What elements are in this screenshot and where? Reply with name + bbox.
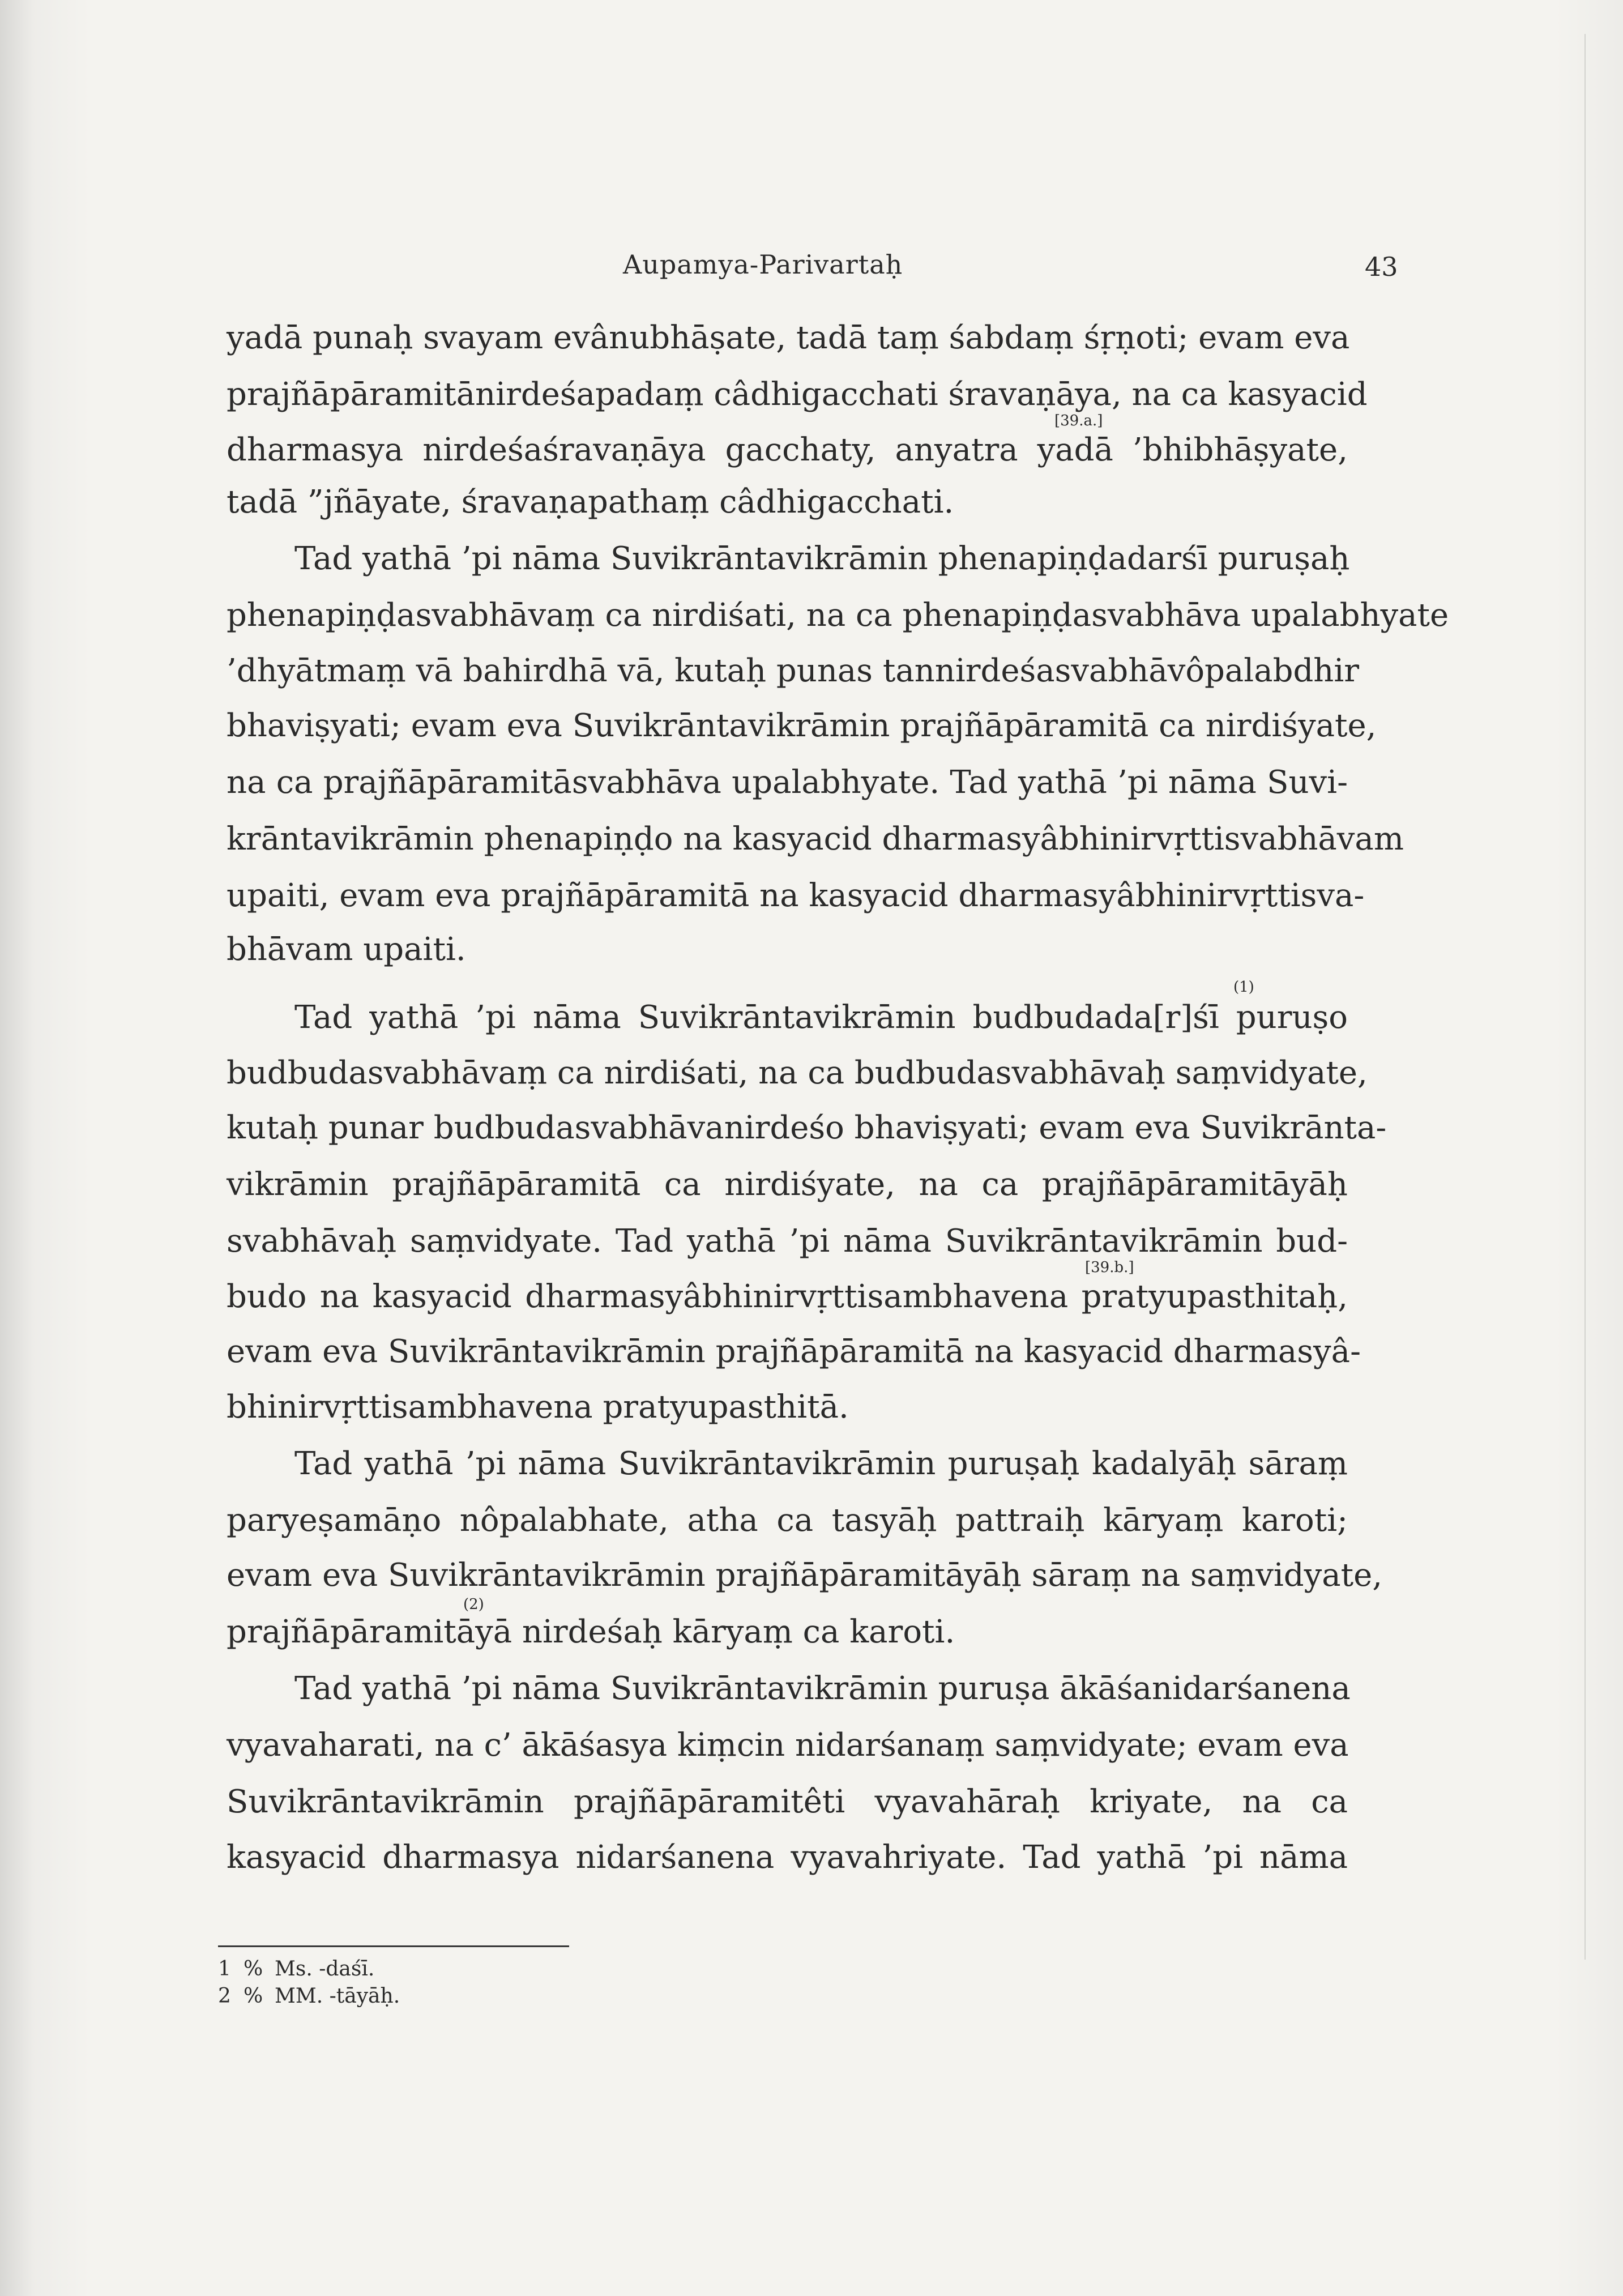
text-line: upaiti, evam eva prajñāpāramitā na kasyacid dharmasyâbhinirvṛttisva-: [227, 877, 1365, 914]
text-line: Tad yathā ’pi nāma Suvikrāntavikrāmin phenapiṇḍadarśī puruṣaḥ: [294, 540, 1350, 577]
text-line: budbudasvabhāvaṃ ca nirdiśati, na ca budbudasvabhāvaḥ saṃvidyate,: [227, 1055, 1368, 1091]
footnote: [218, 1957, 728, 1982]
text-line: Tad yathā ’pi nāma Suvikrāntavikrāmin puruṣa ākāśanidarśanena: [294, 1670, 1351, 1707]
footnote-text: Ms. -daśī.: [275, 1957, 375, 1981]
footnote-marker: (1): [1233, 979, 1254, 996]
footnote-text: MM. -tāyāḥ.: [275, 1985, 400, 2008]
text-line: na ca prajñāpāramitāsvabhāva upalabhyate. Tad yathā ’pi nāma Suvi-: [227, 764, 1348, 801]
footnote-number: 2: [218, 1985, 231, 2008]
text-line: vyavaharati, na c’ ākāśasya kiṃcin nidarśanaṃ saṃvidyate; evam eva: [227, 1727, 1349, 1764]
footnote-marker: (2): [463, 1596, 484, 1613]
text-line: Tad yathā ’pi nāma Suvikrāntavikrāmin budbudada[r]śī puruṣo: [294, 999, 1348, 1036]
text-line: evam eva Suvikrāntavikrāmin prajñāpāramitā na kasyacid dharmasyâ-: [227, 1333, 1361, 1370]
text-line: paryeṣamāṇo nôpalabhate, atha ca tasyāḥ pattraiḥ kāryaṃ karoti;: [227, 1502, 1348, 1539]
page-number: 43: [1365, 251, 1398, 282]
text-line: kasyacid dharmasya nidarśanena vyavahriyate. Tad yathā ’pi nāma: [227, 1839, 1348, 1876]
footnote-number: 1: [218, 1957, 231, 1981]
text-line: prajñāpāramitāyā nirdeśaḥ kāryaṃ ca karoti.: [227, 1614, 955, 1650]
text-line: svabhāvaḥ saṃvidyate. Tad yathā ’pi nāma Suvikrāntavikrāmin bud-: [227, 1223, 1348, 1260]
text-line: yadā punaḥ svayam evânubhāṣate, tadā taṃ śabdaṃ śṛṇoti; evam eva: [227, 319, 1350, 356]
folio-reference: [39.a.]: [1054, 412, 1103, 429]
page-header: [0, 249, 1623, 289]
text-line: dharmasya nirdeśaśravaṇāya gacchaty, anyatra yadā ’bhibhāṣyate,: [227, 432, 1348, 468]
text-line: budo na kasyacid dharmasyâbhinirvṛttisambhavena pratyupasthitaḥ,: [227, 1278, 1348, 1315]
text-line: vikrāmin prajñāpāramitā ca nirdiśyate, na ca prajñāpāramitāyāḥ: [227, 1166, 1348, 1203]
folio-reference: [39.b.]: [1085, 1259, 1134, 1276]
text-line: Tad yathā ’pi nāma Suvikrāntavikrāmin puruṣaḥ kadalyāḥ sāraṃ: [294, 1445, 1348, 1482]
text-line: prajñāpāramitānirdeśapadaṃ câdhigacchati śravaṇāya, na ca kasyacid: [227, 376, 1368, 413]
footnote: [218, 1984, 728, 2009]
text-line: Suvikrāntavikrāmin prajñāpāramitêti vyavahāraḥ kriyate, na ca: [227, 1783, 1348, 1820]
text-line: phenapiṇḍasvabhāvaṃ ca nirdiśati, na ca phenapiṇḍasvabhāva upalabhyate: [227, 597, 1449, 634]
text-line: ’dhyātmaṃ vā bahirdhā vā, kutaḥ punas tannirdeśasvabhāvôpalabdhir: [227, 652, 1360, 689]
text-line: krāntavikrāmin phenapiṇḍo na kasyacid dharmasyâbhinirvṛttisvabhāvam: [227, 821, 1404, 857]
running-title: Aupamya-Parivartaḥ: [623, 249, 903, 280]
footnote-mark: %: [244, 1957, 263, 1981]
page-edge-shadow: [1584, 34, 1586, 1960]
footnote-rule: [218, 1945, 569, 1947]
text-line: tadā ”jñāyate, śravaṇapathaṃ câdhigacchati.: [227, 484, 954, 520]
text-line: bhāvam upaiti.: [227, 931, 466, 968]
text-line: kutaḥ punar budbudasvabhāvanirdeśo bhaviṣyati; evam eva Suvikrānta-: [227, 1109, 1387, 1146]
footnote-mark: %: [244, 1985, 263, 2008]
text-line: evam eva Suvikrāntavikrāmin prajñāpāramitāyāḥ sāraṃ na saṃvidyate,: [227, 1557, 1383, 1594]
text-line: bhaviṣyati; evam eva Suvikrāntavikrāmin prajñāpāramitā ca nirdiśyate,: [227, 707, 1377, 744]
text-line: bhinirvṛttisambhavena pratyupasthitā.: [227, 1389, 849, 1426]
